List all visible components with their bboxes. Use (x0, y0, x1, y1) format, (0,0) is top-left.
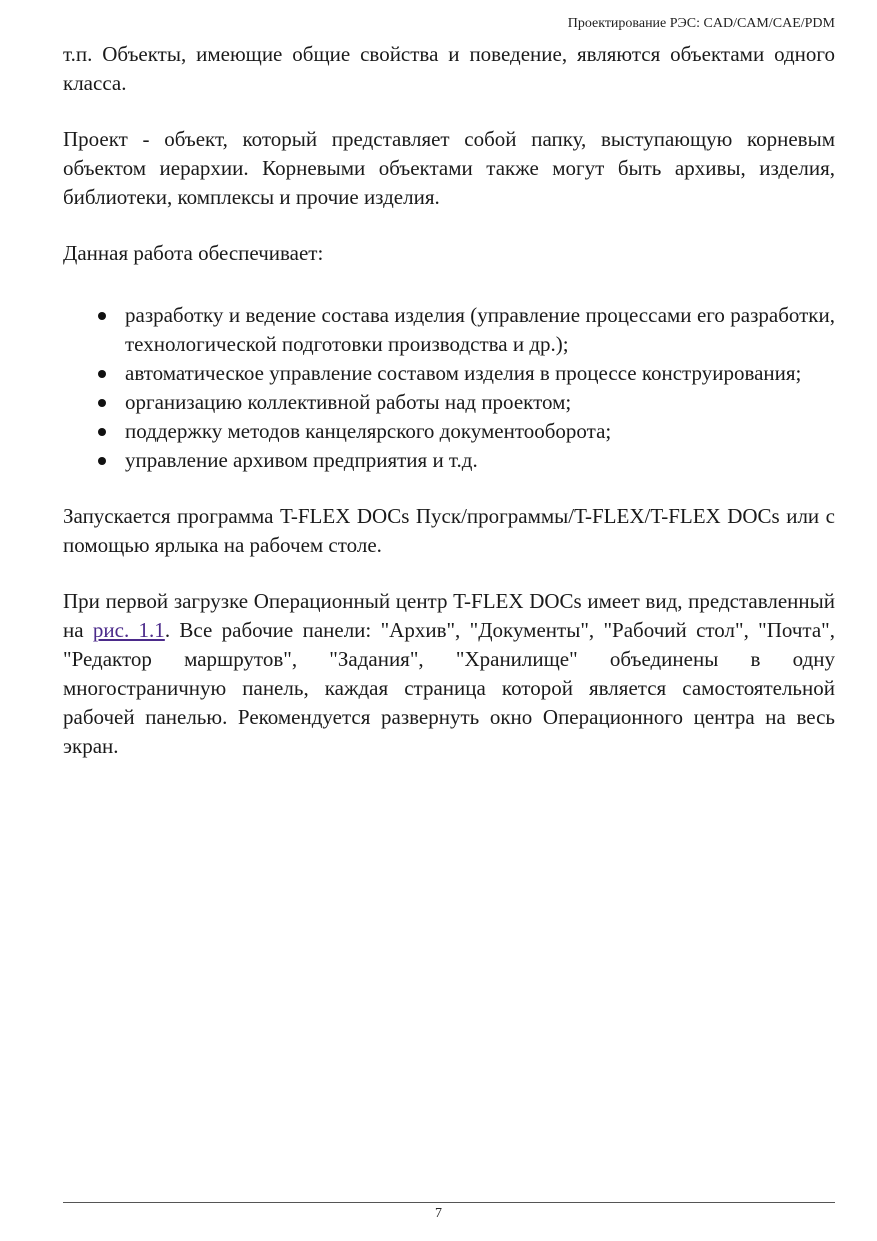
list-item-text: организацию коллективной работы над проектом; (125, 390, 572, 414)
bullet-icon (98, 457, 106, 465)
list-item (63, 301, 835, 359)
list-item (63, 446, 835, 475)
list-item (63, 388, 835, 417)
feature-list (63, 301, 835, 475)
bullet-icon (98, 399, 106, 407)
bullet-icon (98, 370, 106, 378)
list-item (63, 359, 835, 388)
list-item-text: автоматическое управление составом изделия в процессе конструирования; (125, 361, 802, 385)
paragraph-project: Проект - объект, который представляет собой папку, выступающую корневым объектом иерархии. Корневыми объектами также могут быть архивы, изделия, библиотеки, комплексы и прочие изделия. (63, 127, 835, 209)
body-text (63, 40, 835, 761)
page-number: 7 (435, 1206, 442, 1221)
paragraph-provides-intro: Данная работа обеспечивает: (63, 241, 324, 265)
bullet-icon (98, 312, 106, 320)
footer-divider (63, 1202, 835, 1203)
list-item (63, 417, 835, 446)
paragraph-operation-center (63, 587, 835, 761)
list-item-text: поддержку методов канцелярского документооборота; (125, 419, 612, 443)
paragraph-text-after-link: . Все рабочие панели: "Архив", "Документы", "Рабочий стол", "Почта", "Редактор маршрутов", "Задания", "Хранилище" объединены в одну многостраничную панель, каждая страница которой является самостоятельной рабочей панелью. Рекомендуется развернуть окно Операционного центра на весь экран. (63, 618, 835, 758)
running-header: Проектирование РЭС: CAD/CAM/CAE/PDM (567, 16, 835, 31)
list-item-text: разработку и ведение состава изделия (управление процессами его разработки, технологической подготовки производства и др.); (125, 303, 835, 356)
paragraph-classes: т.п. Объекты, имеющие общие свойства и поведение, являются объектами одного класса. (63, 42, 835, 95)
paragraph-launch: Запускается программа T-FLEX DOCs Пуск/программы/T-FLEX/T-FLEX DOCs или с помощью ярлыка на рабочем столе. (63, 504, 835, 557)
list-item-text: управление архивом предприятия и т.д. (125, 448, 478, 472)
paragraph-text-before-link: При первой загрузке Операционный центр T-FLEX DOCs имеет вид, представленный на (63, 589, 835, 642)
figure-reference-link[interactable]: рис. 1.1 (92, 618, 165, 642)
bullet-icon (98, 428, 106, 436)
